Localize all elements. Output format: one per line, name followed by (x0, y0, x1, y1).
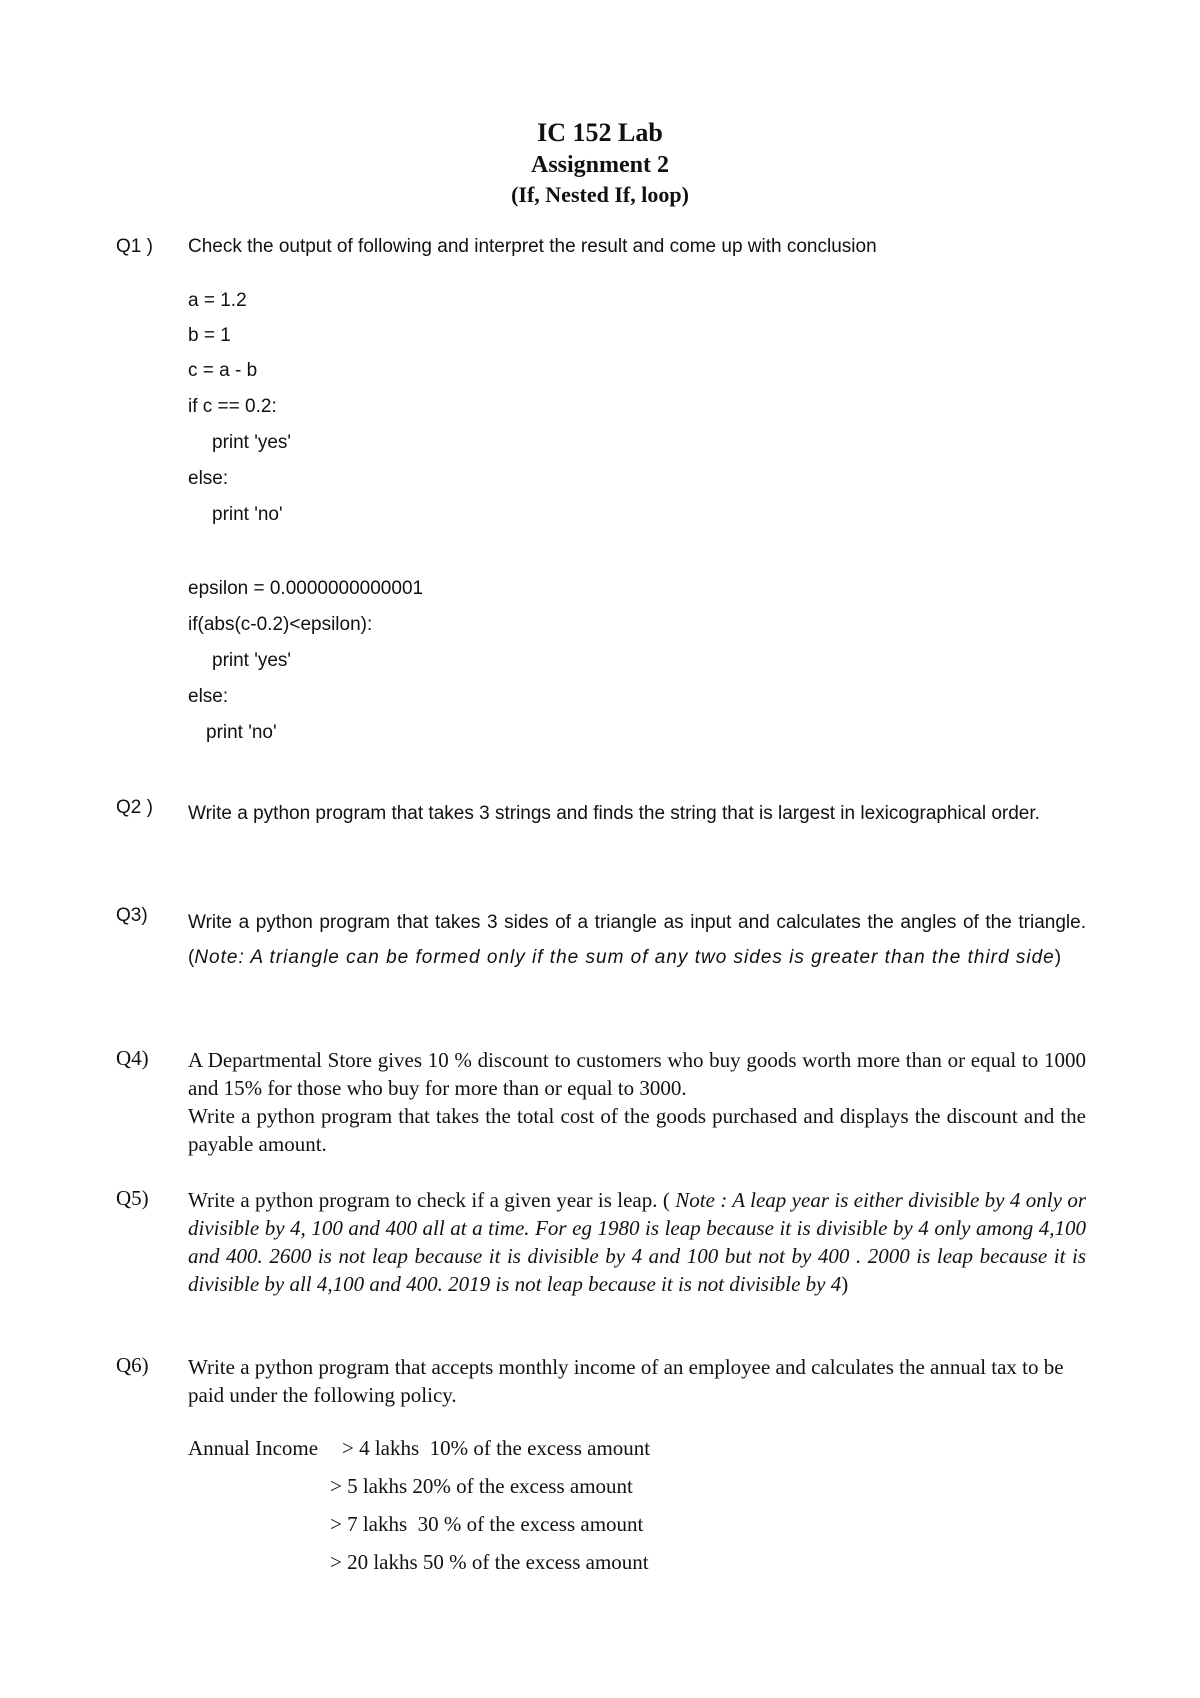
q1-prompt: Check the output of following and interpret the result and come up with conclusion (188, 236, 877, 257)
assignment-title: Assignment 2 (530, 152, 669, 178)
code-line: print 'yes' (212, 650, 292, 671)
tax-row: > 7 lakhs 30 % of the excess amount (330, 1512, 644, 1536)
q1-label: Q1 ) (116, 236, 153, 257)
code-line: print 'yes' (212, 432, 292, 453)
tax-row: > 4 lakhs 10% of the excess amount (342, 1436, 651, 1460)
q3-close: ) (1054, 947, 1062, 968)
tax-table-prefix: Annual Income (188, 1436, 319, 1460)
q4-paragraph-2: Write a python program that takes the total cost of the goods purchased and displays the discount and the payable amount. (188, 1104, 1086, 1156)
q4-label: Q4) (116, 1046, 149, 1070)
q6-text: Write a python program that accepts monthly income of an employee and calculates the annual tax to be paid under the following policy. (188, 1355, 1064, 1407)
topics-subtitle: (If, Nested If, loop) (511, 182, 689, 207)
q3-text: Write a python program that takes 3 sides of a triangle as input and calculates the angles of the triangle. ( (188, 912, 1086, 968)
q5-text: Write a python program to check if a given year is leap. ( (188, 1188, 676, 1212)
code-line: c = a - b (188, 360, 258, 381)
q3-body (188, 905, 1086, 975)
q5-label: Q5) (116, 1186, 149, 1210)
q3-label: Q3) (116, 905, 148, 926)
q3-note: Note: A triangle can be formed only if the sum of any two sides is greater than the third side (194, 947, 1055, 968)
code-line: b = 1 (188, 325, 231, 346)
q2-text: Write a python program that takes 3 strings and finds the string that is largest in lexicographical order. (188, 803, 1040, 824)
code-line: if c == 0.2: (188, 396, 277, 417)
q6-label: Q6) (116, 1353, 149, 1377)
q4-body (188, 1046, 1086, 1158)
code-line: print 'no' (206, 722, 277, 743)
code-line: print 'no' (212, 504, 283, 525)
code-line: else: (188, 468, 229, 489)
code-line: a = 1.2 (188, 290, 247, 311)
code-line: else: (188, 686, 229, 707)
code-line: if(abs(c-0.2)<epsilon): (188, 614, 373, 635)
tax-row: > 5 lakhs 20% of the excess amount (330, 1474, 633, 1498)
q4-paragraph-1: A Departmental Store gives 10 % discount to customers who buy goods worth more than or equal to 1000 and 15% for those who buy for more than or equal to 3000. (188, 1048, 1086, 1100)
code-line: epsilon = 0.0000000000001 (188, 578, 424, 599)
q5-body (188, 1186, 1086, 1298)
title-block (0, 116, 1200, 210)
course-title: IC 152 Lab (537, 118, 663, 147)
q5-note: Note : A leap year is either divisible by 4 only or divisible by 4, 100 and 400 all at a time. For eg 1980 is leap because it is divisible by 4 only among 4,100 and 400. 2600 is not leap because it is divisible by 4 and 100 but not by 400 . 2000 is leap because it is divisible by all 4,100 and 400. 2019 is not leap because it is not divisible by 4 (188, 1188, 1086, 1296)
tax-row: > 20 lakhs 50 % of the excess amount (330, 1550, 649, 1574)
q5-close: ) (841, 1272, 849, 1296)
q2-label: Q2 ) (116, 797, 153, 818)
